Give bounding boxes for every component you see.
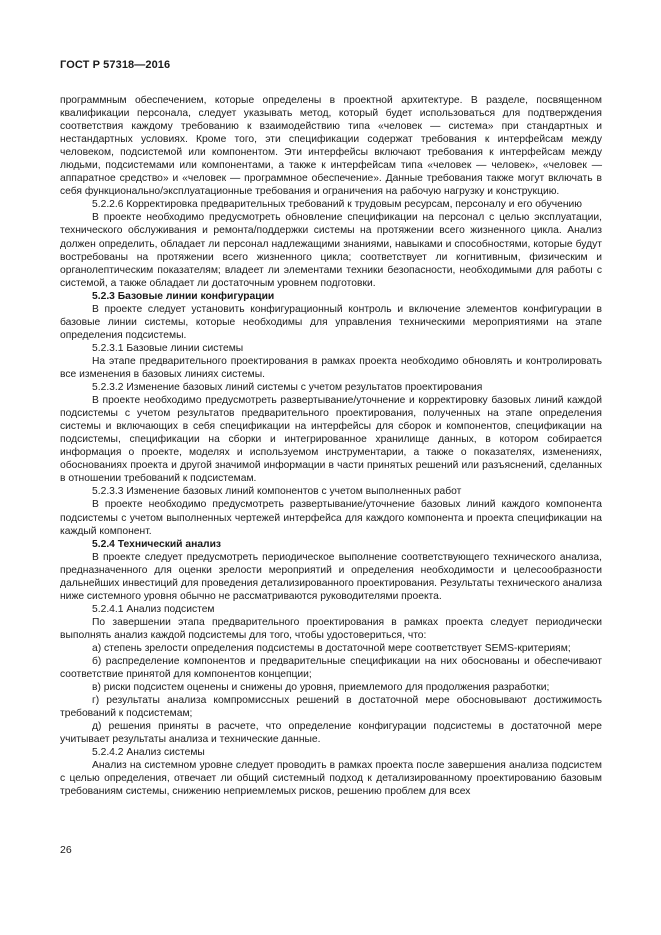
paragraph: По завершении этапа предварительного проектирования в рамках проекта следует периодически выполнять анализ каждой подсистемы для того, чтобы удостовериться, что: [60,616,602,641]
section-heading-5-2-4-1: 5.2.4.1 Анализ подсистем [92,603,215,615]
list-item: а) степень зрелости определения подсистемы в достаточной мере соответствует SEMS-критериям; [92,642,571,654]
page-number: 26 [60,844,72,856]
paragraph: В проекте следует установить конфигурационный контроль и включение элементов конфигурации в базовые линии системы, которые необходимы для управления техническими мероприятиями на этапе определения подсистемы. [60,303,602,341]
document-header: ГОСТ Р 57318—2016 [60,59,171,71]
page-body [60,94,602,799]
paragraph: В проекте следует предусмотреть периодическое выполнение соответствующего технического анализа, предназначенного для оценки зрелости мероприятий и определения необходимости и целесообразности дальнейших инвестиций для проведения детализированного проектирования. Результаты технического анализа ниже системного уровня обычно не рассматриваются руководителями проекта. [60,551,602,602]
list-item: д) решения приняты в расчете, что определение конфигурации подсистемы в достаточной мере учитывает результаты анализа и технические данные. [60,721,602,746]
list-item: г) результаты анализа компромиссных решений в достаточной мере обосновывают достижимость требований к подсистемам; [60,695,602,720]
section-heading-5-2-4: 5.2.4 Технический анализ [92,538,222,550]
paragraph-continuation: программным обеспечением, которые определены в проектной архитектуре. В разделе, посвященном квалификации персонала, следует указывать метод, который будет использоваться для подтверждения соответствия каждому требованию к взаимодействию типа «человек — система» при стандартных и нестандартных условиях. Кроме того, эти спецификации содержат требования к интерфейсам между человеком, подсистемой или компонентом. Эти интерфейсы включают требования к интерфейсам между людьми, подсистемами или компонентами, а также к интерфейсам типа «человек — человек», «человек — аппаратное средство» и «человек — программное обеспечение». Данные требования также могут включать в себя функционально/эксплуатационные требования и ограничения на рабочую нагрузку и конструкцию. [60,95,602,198]
section-heading-5-2-3: 5.2.3 Базовые линии конфигурации [92,290,275,302]
paragraph: В проекте необходимо предусмотреть развертывание/уточнение базовых линий каждого компонента подсистемы с учетом выполненных чертежей интерфейса для каждого компонента и проекта спецификации на каждый компонент. [60,499,602,537]
section-heading-5-2-3-2: 5.2.3.2 Изменение базовых линий системы с учетом результатов проектирования [92,382,483,394]
list-item: в) риски подсистем оценены и снижены до уровня, приемлемого для продолжения разработки; [92,682,550,694]
section-heading-5-2-4-2: 5.2.4.2 Анализ системы [92,747,205,759]
section-heading-5-2-2-6: 5.2.2.6 Корректировка предварительных требований к трудовым ресурсам, персоналу и его обучению [92,199,583,211]
section-heading-5-2-3-1: 5.2.3.1 Базовые линии системы [92,342,244,354]
section-heading-5-2-3-3: 5.2.3.3 Изменение базовых линий компонентов с учетом выполненных работ [92,486,462,498]
list-item: б) распределение компонентов и предварительные спецификации на них обоснованы и обеспечивают соответствие принятой для компонентов концепции; [60,656,602,681]
paragraph: В проекте необходимо предусмотреть развертывание/уточнение и корректировку базовых линий каждой подсистемы с учетом результатов предварительного проектирования, полученных на этапе определения системы и включающих в себя спецификации на интерфейсы для сборок и компонентов, спецификации на подсистемы, спецификации на сборки и интегрированное хранилище данных, в котором собирается информация о проекте, моделях и используемом инструментарии, а также о показателях, изменениях, обоснованиях проекта и другой значимой информации в части принятых решений или разъяснений, сделанных в отношении требований к подсистемам. [60,395,602,485]
paragraph: В проекте необходимо предусмотреть обновление спецификации на персонал с целью эксплуатации, технического обслуживания и ремонта/поддержки системы на протяжении всего жизненного цикла. Анализ должен определить, обладает ли персонал надлежащими знаниями, навыками и способностями, которые будут востребованы на протяжении всего жизненного цикла; соответствует ли когнитивным, физическим и органолептическим показателям; владеет ли элементами техники безопасности, необходимыми для работы с системой, а также обладает ли достаточным уровнем подготовки. [60,212,602,289]
paragraph: На этапе предварительного проектирования в рамках проекта необходимо обновлять и контролировать все изменения в базовых линиях системы. [60,355,602,380]
paragraph: Анализ на системном уровне следует проводить в рамках проекта после завершения анализа подсистем с целью определения, отвечает ли общий системный подход к детализированному проектированию базовым требованиям системы, снижению неприемлемых рисков, решению проблем для всех [60,760,602,798]
